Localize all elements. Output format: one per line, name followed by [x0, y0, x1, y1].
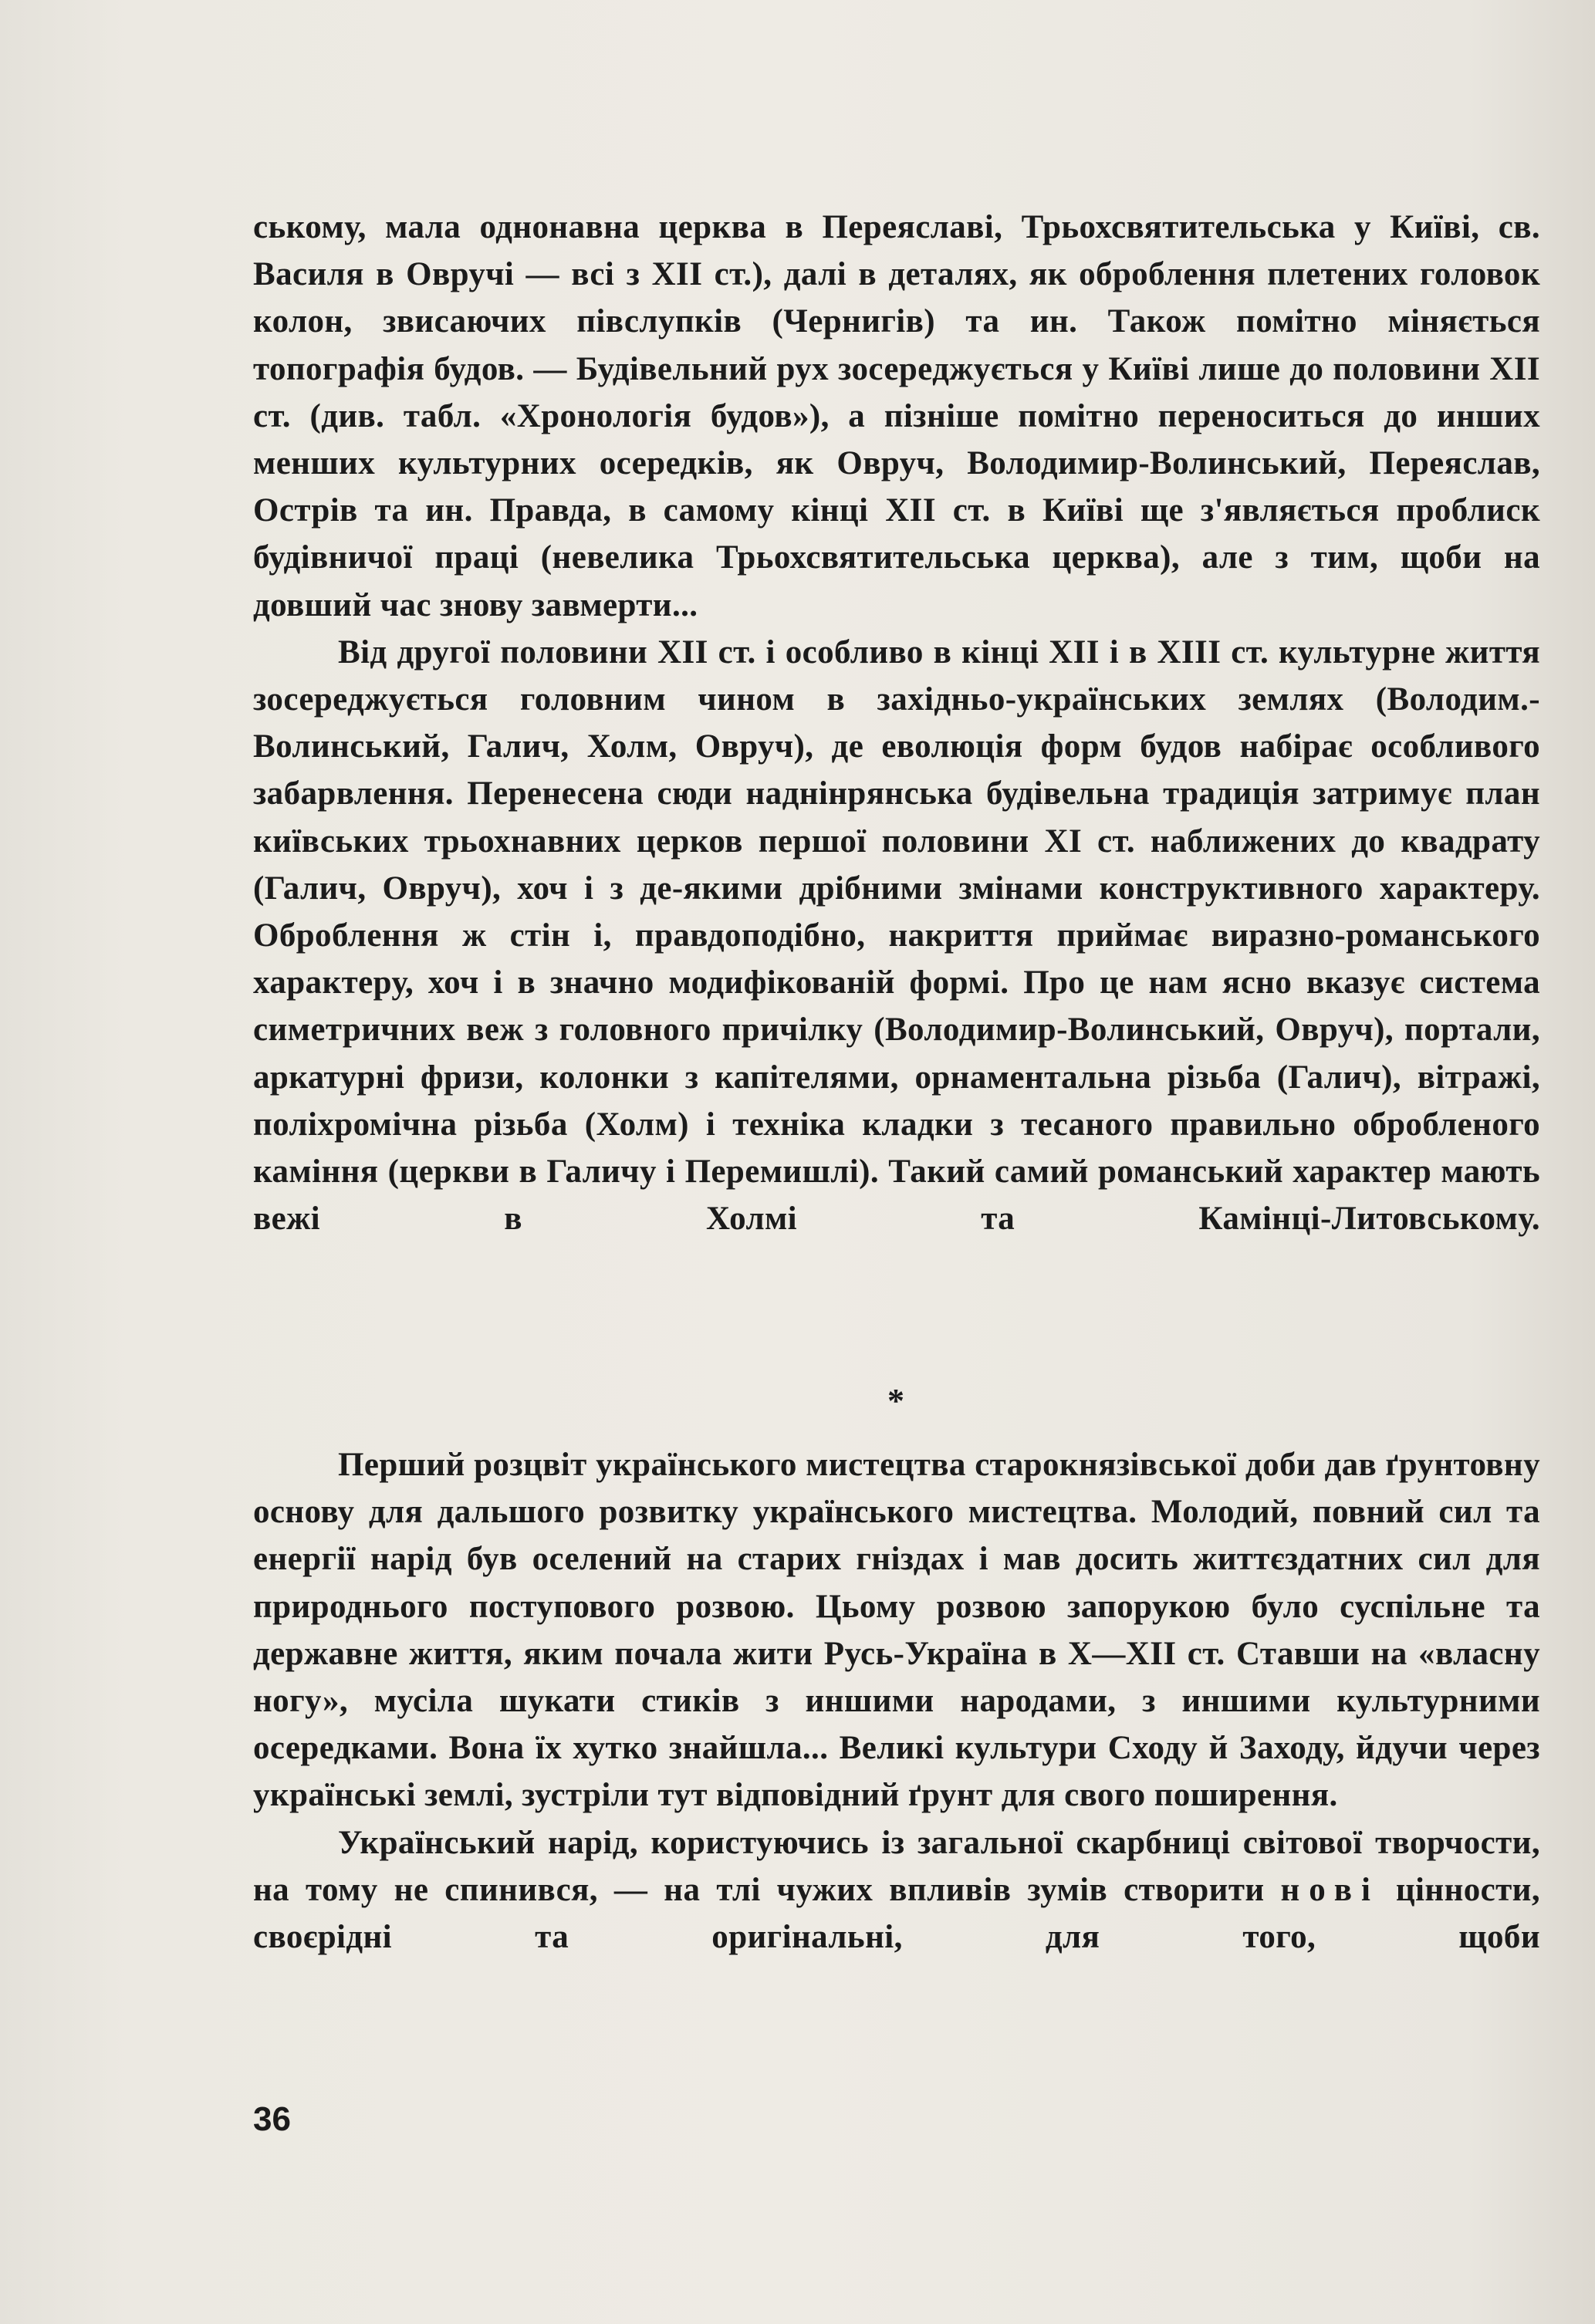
paragraph-1: ському, мала однонавна церква в Переяславі, Трьохсвятительська у Київі, св. Василя в Овручі — всі з XII ст.), далі в деталях, як оброблення плетених головок колон, звисаючих півслупків (Чернигів) та ин. Також помітно міняється топографія будов. — Будівельний рух зосереджується у Київі лише до половини XII ст. (див. табл. «Хронологія будов»), а пізніше помітно переноситься до инших менших культурних осередків, як Овруч, Володимир-Волинський, Переяслав, Острів та ин. Правда, в самому кінці XII ст. в Київі ще з'являється проблиск будівничої праці (невелика Трьохсвятительська церква), але з тим, щоби на довший час знову завмерти... — [253, 209, 1540, 623]
section-1-text — [253, 204, 1540, 1242]
emphasized-word: нові — [1280, 1871, 1380, 1908]
page-number: 36 — [253, 2100, 291, 2138]
paragraph-2: Від другої половини XII ст. і особливо в кінці XII і в XIII ст. культурне життя зосереджується головним чином в західньо-українських землях (Володим.-Волинський, Галич, Холм, Овруч), де еволюція форм будов набірає особливого забарвлення. Перенесена сюди наднінрянська будівельна традиція затримує план київських трьохнавних церков першої половини XI ст. наближених до квадрату (Галич, Овруч), хоч і з де-якими дрібними змінами конструктивного характеру. Оброблення ж стін і, правдоподібно, накриття приймає виразно-романського характеру, хоч і в значно модифікованій формі. Про це нам ясно вказує система симетричних веж з головного причілку (Володимир-Волинський, Овруч), портали, аркатурні фризи, колонки з капітелями, орнаментальна різьба (Галич), вітражі, поліхромічна різьба (Холм) і техніка кладки з тесаного правильно обробленого каміння (церкви в Галичу і Перемишлі). Такий самий романський характер мають вежі в Холмі та Камінці-Литовському. — [253, 633, 1540, 1238]
paragraph-4 — [253, 1819, 1540, 1961]
section-2-text — [253, 1441, 1540, 1961]
section-separator: * — [887, 1382, 904, 1420]
paragraph-4-text: Український нарід, користуючись із загальної скарбниці світової творчости, на тому не спинився, — на тлі чужих впливів зумів створити — [253, 1824, 1540, 1908]
paragraph-4-tail: цінности, своєрідні та оригінальні, для того, щоби — [253, 1871, 1540, 1956]
paragraph-3: Перший розцвіт українського мистецтва старокнязівської доби дав ґрунтовну основу для дальшого розвитку українського мистецтва. Молодий, повний сил та енергії нарід був оселений на старих гніздах і мав досить життєздатних сил для природнього поступового розвою. Цьому розвою запорукою було суспільне та державне життя, яким почала жити Русь-Україна в X—XII ст. Ставши на «власну ногу», мусіла шукати стиків з иншими народами, з иншими культурними осередками. Вона їх хутко знайшла... Великі культури Сходу й Заходу, йдучи через українські землі, зустріли тут відповідний ґрунт для свого поширення. — [253, 1447, 1540, 1814]
